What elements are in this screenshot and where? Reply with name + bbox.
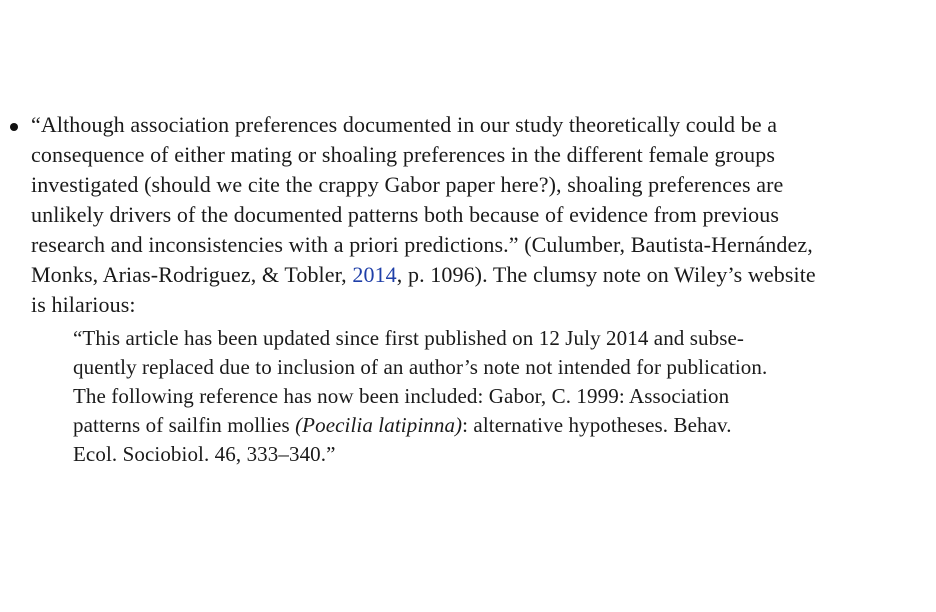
quote-line-2: quently replaced due to inclusion of an author’s note not intended for publication. bbox=[73, 355, 768, 379]
quote-line-1: “This article has been updated since first published on 12 July 2014 and subse- bbox=[73, 326, 744, 350]
line-6-text-before: Monks, Arias-Rodriguez, & Tobler, bbox=[31, 262, 353, 287]
paragraph-line-2: consequence of either mating or shoaling preferences in the different female groups bbox=[31, 142, 775, 167]
paragraph-line-6 bbox=[31, 260, 816, 290]
quote-line-4-before: patterns of sailfin mollies bbox=[73, 413, 296, 437]
paragraph-line-3: investigated (should we cite the crappy Gabor paper here?), shoaling preferences are bbox=[31, 172, 784, 197]
paragraph-line-1: “Although association preferences documented in our study theoretically could be a bbox=[31, 112, 778, 137]
paragraph-line-7: is hilarious: bbox=[31, 292, 136, 317]
bullet-marker bbox=[10, 123, 18, 131]
paragraph-line-5: research and inconsistencies with a priori predictions.” (Culumber, Bautista-Hernández, bbox=[31, 232, 813, 257]
species-name: (Poecilia latipinna) bbox=[295, 413, 463, 437]
quote-line-5: Ecol. Sociobiol. 46, 333–340.” bbox=[73, 442, 336, 466]
quote-line-3: The following reference has now been included: Gabor, C. 1999: Association bbox=[73, 384, 730, 408]
quote-line-4-after: : alternative hypotheses. Behav. bbox=[462, 413, 732, 437]
citation-year-link[interactable]: 2014 bbox=[352, 262, 397, 287]
paragraph-line-4: unlikely drivers of the documented patterns both because of evidence from previous bbox=[31, 202, 780, 227]
quote-line-4 bbox=[73, 410, 732, 440]
line-6-text-after: , p. 1096). The clumsy note on Wiley’s website bbox=[396, 262, 816, 287]
